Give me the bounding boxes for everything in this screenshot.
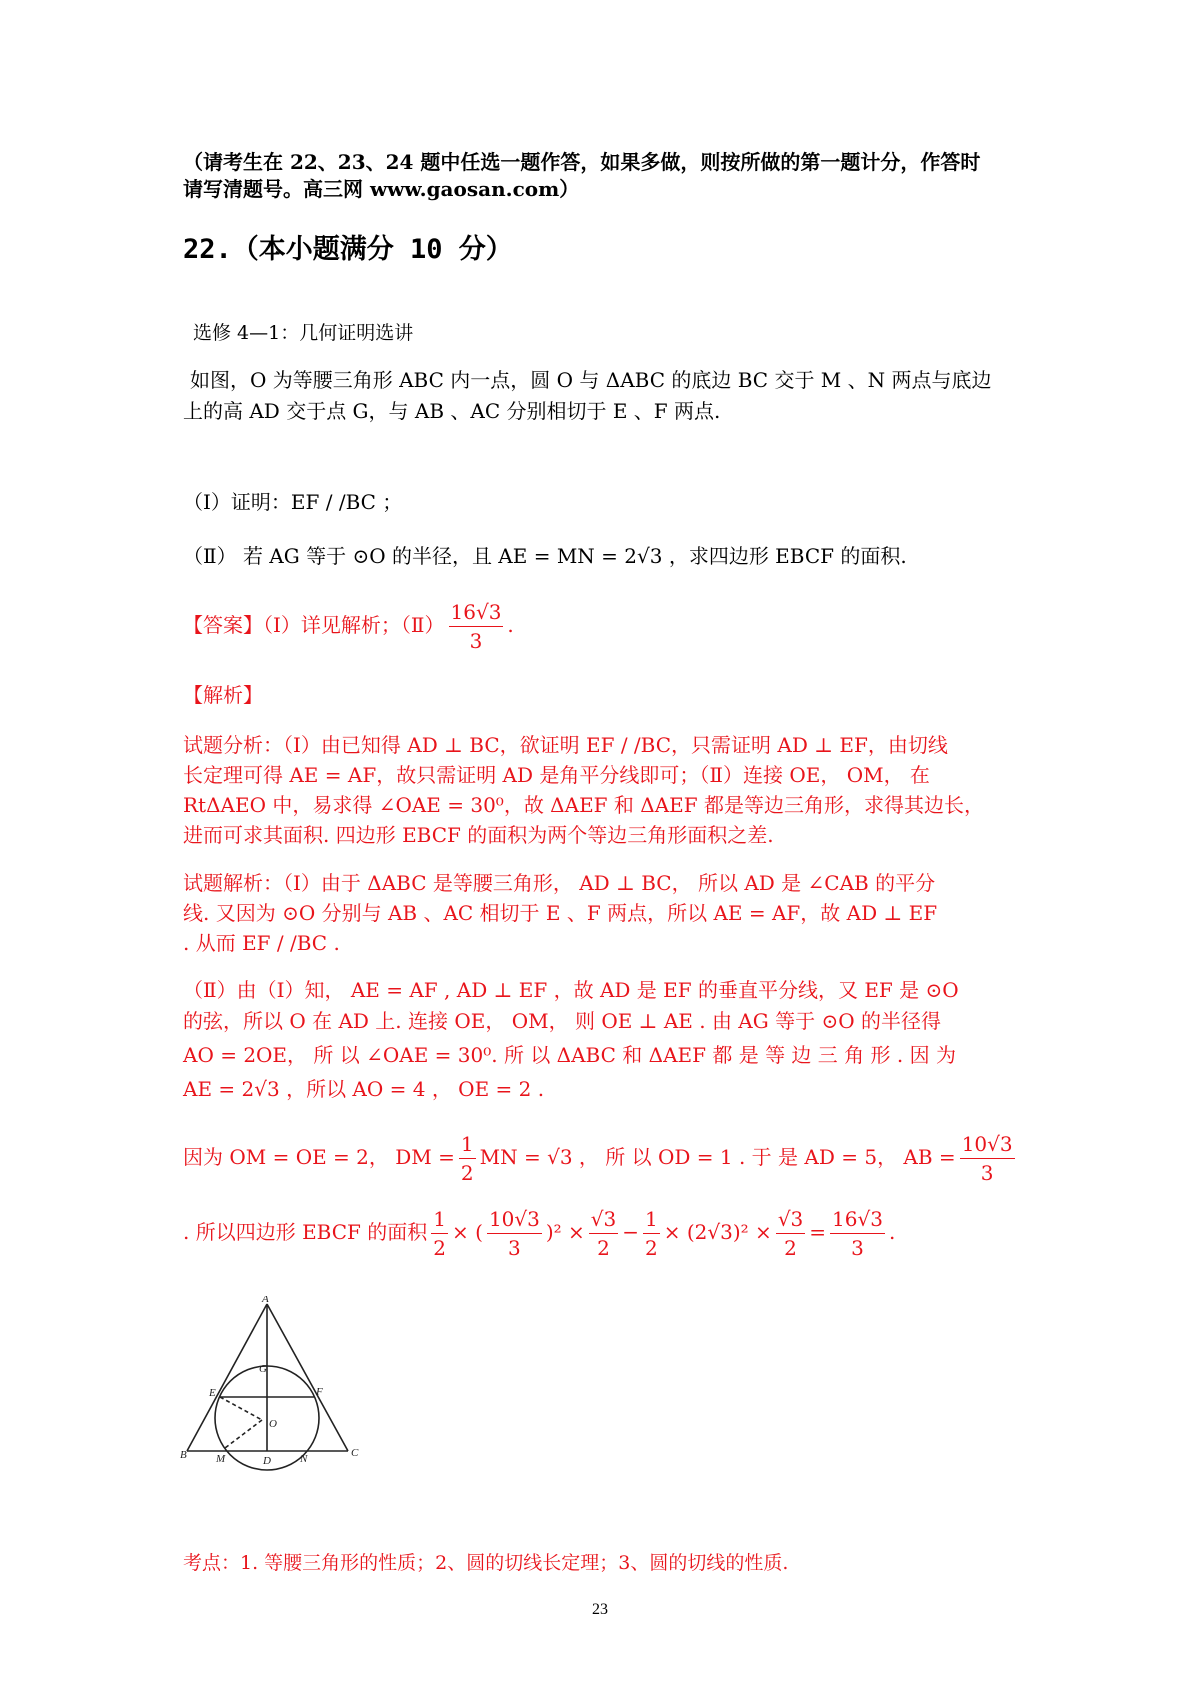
calc2-text-a: . 所以四边形 EBCF 的面积 — [183, 1220, 428, 1244]
instruction-line-1: （请考生在 22、23、24 题中任选一题作答，如果多做，则按所做的第一题计分，作答时 — [183, 150, 981, 174]
geometry-figure — [180, 1296, 380, 1476]
calc2-fraction-5 — [776, 1205, 805, 1262]
calc2-frac5-den: 2 — [784, 1236, 797, 1260]
calc1-frac2-num: 10√3 — [960, 1130, 1015, 1159]
calc1-text-a: 因为 OM = OE = 2， DM = — [183, 1145, 455, 1169]
analysis-part2-line: AO = 2OE， 所 以 ∠OAE = 30⁰. 所 以 ΔABC 和 ΔAEF 都 是 等 边 三 角 形 . 因 为 — [183, 1043, 956, 1067]
instruction-line-2: 请写清题号。高三网 www.gaosan.com） — [183, 177, 580, 201]
problem-subject: 选修 4—1：几何证明选讲 — [193, 322, 414, 344]
problem-part-2: （Ⅱ） 若 AG 等于 ⊙O 的半径，且 AE = MN = 2√3 ，求四边形 EBCF 的面积. — [183, 544, 907, 568]
label-e: E — [209, 1387, 216, 1399]
kaodian-line: 考点：1. 等腰三角形的性质；2、圆的切线长定理；3、圆的切线的性质. — [183, 1552, 789, 1574]
line-om — [225, 1420, 262, 1448]
calc2-text-e: × (2√3)² × — [663, 1220, 772, 1244]
calc1-frac1-den: 2 — [460, 1161, 474, 1185]
calc2-text-h: . — [888, 1220, 896, 1244]
analysis-part2-line: （Ⅱ）由（Ⅰ）知， AE = AF , AD ⊥ EF ，故 AD 是 EF 的垂直平分线，又 EF 是 ⊙O — [183, 978, 959, 1002]
calc2-frac6-den: 3 — [851, 1236, 864, 1260]
analysis-calc-line-1 — [183, 1130, 1033, 1187]
line-oe — [220, 1397, 262, 1420]
calc2-fraction-3 — [589, 1205, 618, 1262]
label-g: G — [259, 1363, 267, 1375]
calc2-frac3-den: 2 — [597, 1236, 610, 1260]
calc2-text-b: × ( — [452, 1220, 483, 1244]
calc2-frac4-den: 2 — [645, 1236, 658, 1260]
answer-text: （Ⅰ）详见解析；（Ⅱ） — [263, 613, 445, 637]
label-m: M — [216, 1453, 226, 1465]
label-o: O — [269, 1418, 277, 1430]
label-n: N — [300, 1453, 308, 1465]
label-a: A — [262, 1296, 269, 1305]
calc2-fraction-1 — [431, 1205, 448, 1262]
line-ac — [267, 1304, 348, 1451]
analysis-summary-line: 进而可求其面积. 四边形 EBCF 的面积为两个等边三角形面积之差. — [183, 823, 774, 847]
calc2-frac4-num: 1 — [643, 1205, 660, 1234]
answer-frac-den: 3 — [469, 629, 483, 653]
analysis-summary-line: RtΔAEO 中，易求得 ∠OAE = 30⁰，故 ΔAEF 和 ΔAEF 都是等边三角形，求得其边长， — [183, 793, 984, 817]
calc1-frac1-num: 1 — [459, 1130, 476, 1159]
calc2-fraction-4 — [643, 1205, 660, 1262]
calc1-fraction-1 — [459, 1130, 476, 1187]
analysis-part2-line: 的弦，所以 O 在 AD 上. 连接 OE， OM， 则 OE ⊥ AE . 由 AG 等于 ⊙O 的半径得 — [183, 1009, 941, 1033]
calc2-frac1-den: 2 — [433, 1236, 447, 1260]
problem-part-1: （Ⅰ）证明：EF / /BC ； — [183, 490, 403, 514]
calc2-text-d: − — [622, 1220, 640, 1244]
calc1-frac2-den: 3 — [980, 1161, 994, 1185]
calc2-frac2-num: 10√3 — [487, 1205, 542, 1234]
analysis-part1-line: . 从而 EF / /BC . — [183, 931, 340, 955]
analysis-part1-line: 试题解析：（Ⅰ）由于 ΔABC 是等腰三角形， AD ⊥ BC， 所以 AD 是 ∠CAB 的平分 — [183, 871, 936, 895]
analysis-part1-line: 线. 又因为 ⊙O 分别与 AB 、AC 相切于 E 、F 两点，所以 AE = AF，故 AD ⊥ EF — [183, 901, 938, 925]
answer-label: 【答案】 — [183, 613, 263, 637]
problem-stem-line-2: 上的高 AD 交于点 G，与 AB 、AC 分别相切于 E 、F 两点. — [183, 399, 721, 423]
problem-heading: 22.（本小题满分 10 分） — [183, 234, 513, 265]
page-number: 23 — [592, 1601, 608, 1618]
calc2-frac5-num: √3 — [776, 1205, 805, 1234]
label-b: B — [180, 1449, 187, 1461]
analysis-part2-line: AE = 2√3 ，所以 AO = 4 ， OE = 2 . — [183, 1077, 545, 1101]
label-c: C — [351, 1447, 359, 1459]
answer-line — [183, 598, 1033, 655]
problem-stem-line-1: 如图，O 为等腰三角形 ABC 内一点，圆 O 与 ΔABC 的底边 BC 交于 M 、N 两点与底边 — [190, 368, 992, 392]
label-f: F — [316, 1386, 323, 1398]
calc2-fraction-6 — [830, 1205, 885, 1262]
analysis-summary-line: 长定理可得 AE = AF，故只需证明 AD 是角平分线即可；（Ⅱ）连接 OE， OM， 在 — [183, 763, 930, 787]
label-d: D — [263, 1455, 271, 1467]
calc1-text-b: MN = √3 ， 所 以 OD = 1 . 于 是 AD = 5， AB = — [479, 1145, 956, 1169]
calc2-text-c: )² × — [545, 1220, 585, 1244]
analysis-calc-line-2 — [183, 1205, 1033, 1262]
line-ab — [187, 1304, 267, 1451]
answer-fraction — [449, 598, 504, 655]
calc1-fraction-2 — [960, 1130, 1015, 1187]
analysis-label: 【解析】 — [183, 683, 263, 707]
calc2-frac1-num: 1 — [431, 1205, 448, 1234]
calc2-frac3-num: √3 — [589, 1205, 618, 1234]
analysis-summary-line: 试题分析：（Ⅰ）由已知得 AD ⊥ BC，欲证明 EF / /BC，只需证明 AD ⊥ EF，由切线 — [183, 733, 948, 757]
calc2-text-g: = — [809, 1220, 827, 1244]
answer-end: . — [507, 613, 514, 637]
calc2-frac2-den: 3 — [508, 1236, 521, 1260]
calc2-frac6-num: 16√3 — [830, 1205, 885, 1234]
calc2-fraction-2 — [487, 1205, 542, 1262]
answer-frac-num: 16√3 — [449, 598, 504, 627]
